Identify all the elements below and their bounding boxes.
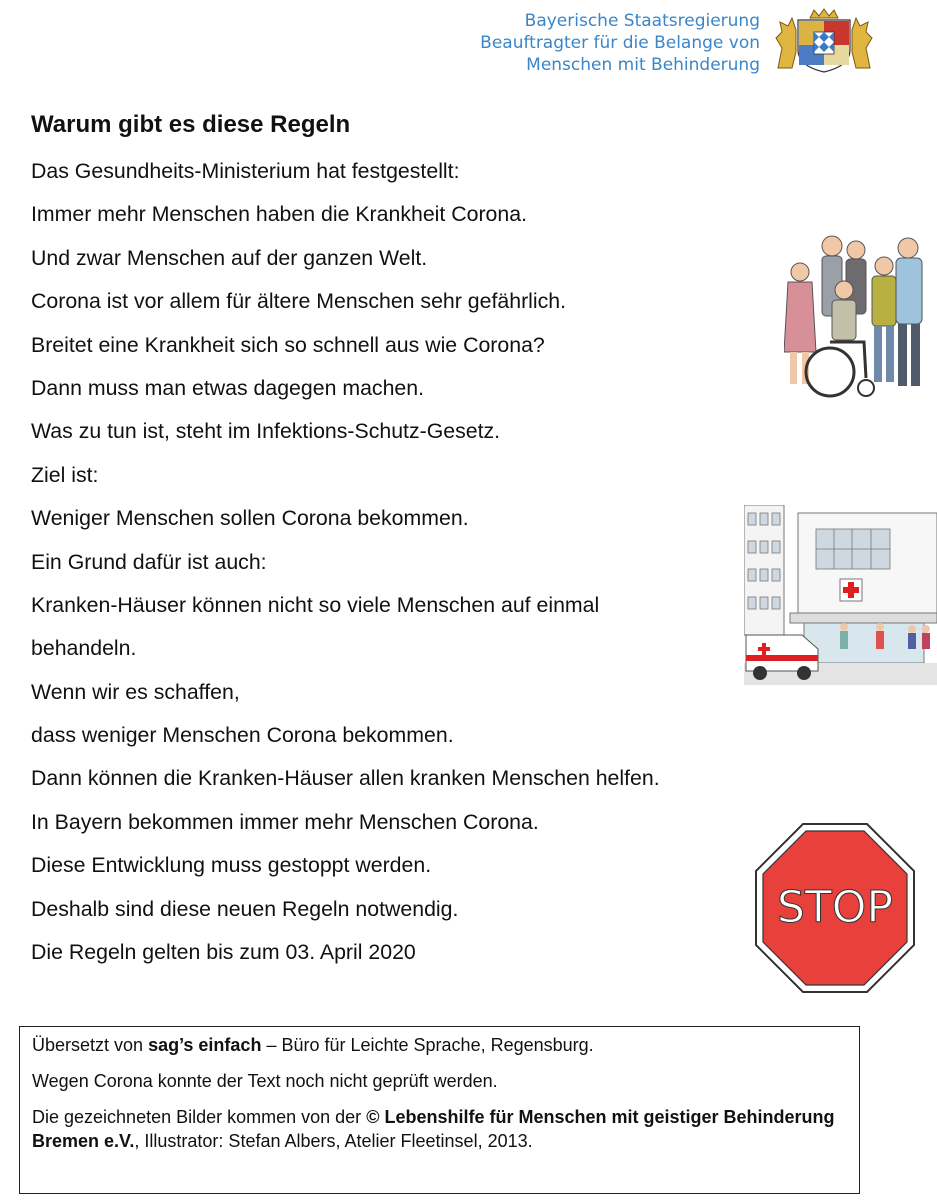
text-line: Wenn wir es schaffen, (31, 679, 240, 704)
footer-credits (19, 1026, 860, 1194)
text-line: Breitet eine Krankheit sich so schnell aus wie Corona? (31, 332, 545, 357)
body-text (31, 152, 791, 976)
footer-text: , Illustrator: Stefan Albers, Atelier Fleetinsel, 2013. (134, 1131, 533, 1151)
stop-sign-icon (752, 820, 918, 996)
page-title: Warum gibt es diese Regeln (31, 111, 351, 138)
header-line: Menschen mit Behinderung (526, 55, 760, 75)
text-line: Weniger Menschen sollen Corona bekommen. (31, 506, 469, 531)
footer-image-credits (32, 1105, 847, 1153)
text-line: behandeln. (31, 636, 137, 661)
header-line: Bayerische Staatsregierung (524, 11, 760, 31)
stop-sign-label: STOP (777, 882, 893, 933)
header-line: Beauftragter für die Belange von (480, 33, 760, 53)
hospital-illustration (744, 505, 937, 685)
text-line: Deshalb sind diese neuen Regeln notwendig. (31, 896, 459, 921)
group-of-elderly-people-illustration (784, 232, 934, 404)
text-line: Und zwar Menschen auf der ganzen Welt. (31, 245, 428, 270)
footer-text: – Büro für Leichte Sprache, Regensburg. (261, 1035, 594, 1055)
text-line: dass weniger Menschen Corona bekommen. (31, 723, 454, 748)
text-line: Dann muss man etwas dagegen machen. (31, 375, 425, 400)
footer-text: Die gezeichneten Bilder kommen von der (32, 1107, 367, 1127)
text-line: Dann können die Kranken-Häuser allen kranken Menschen helfen. (31, 766, 660, 791)
translator-name: sag’s einfach (148, 1035, 262, 1055)
text-line: Was zu tun ist, steht im Infektions-Schutz-Gesetz. (31, 419, 501, 444)
text-line: Diese Entwicklung muss gestoppt werden. (31, 853, 432, 878)
image-rights-holder: © Lebenshilfe für Menschen mit geistiger Behinderung Bremen e.V. (32, 1107, 835, 1151)
text-line: Kranken-Häuser können nicht so viele Menschen auf einmal (31, 592, 600, 617)
header-text (480, 10, 760, 76)
text-line: Das Gesundheits-Ministerium hat festgestellt: (31, 159, 460, 183)
text-line: Immer mehr Menschen haben die Krankheit Corona. (31, 202, 527, 227)
text-line: Die Regeln gelten bis zum 03. April 2020 (31, 940, 416, 965)
footer-translation-note (32, 1033, 847, 1057)
text-line: Corona ist vor allem für ältere Menschen sehr gefährlich. (31, 289, 567, 314)
text-line: In Bayern bekommen immer mehr Menschen Corona. (31, 809, 539, 834)
text-line: Ziel ist: (31, 462, 99, 487)
text-line: Ein Grund dafür ist auch: (31, 549, 267, 574)
footer-text: Übersetzt von (32, 1035, 149, 1055)
footer-review-note: Wegen Corona konnte der Text noch nicht geprüft werden. (32, 1071, 498, 1091)
bavarian-coat-of-arms-icon (772, 8, 876, 74)
